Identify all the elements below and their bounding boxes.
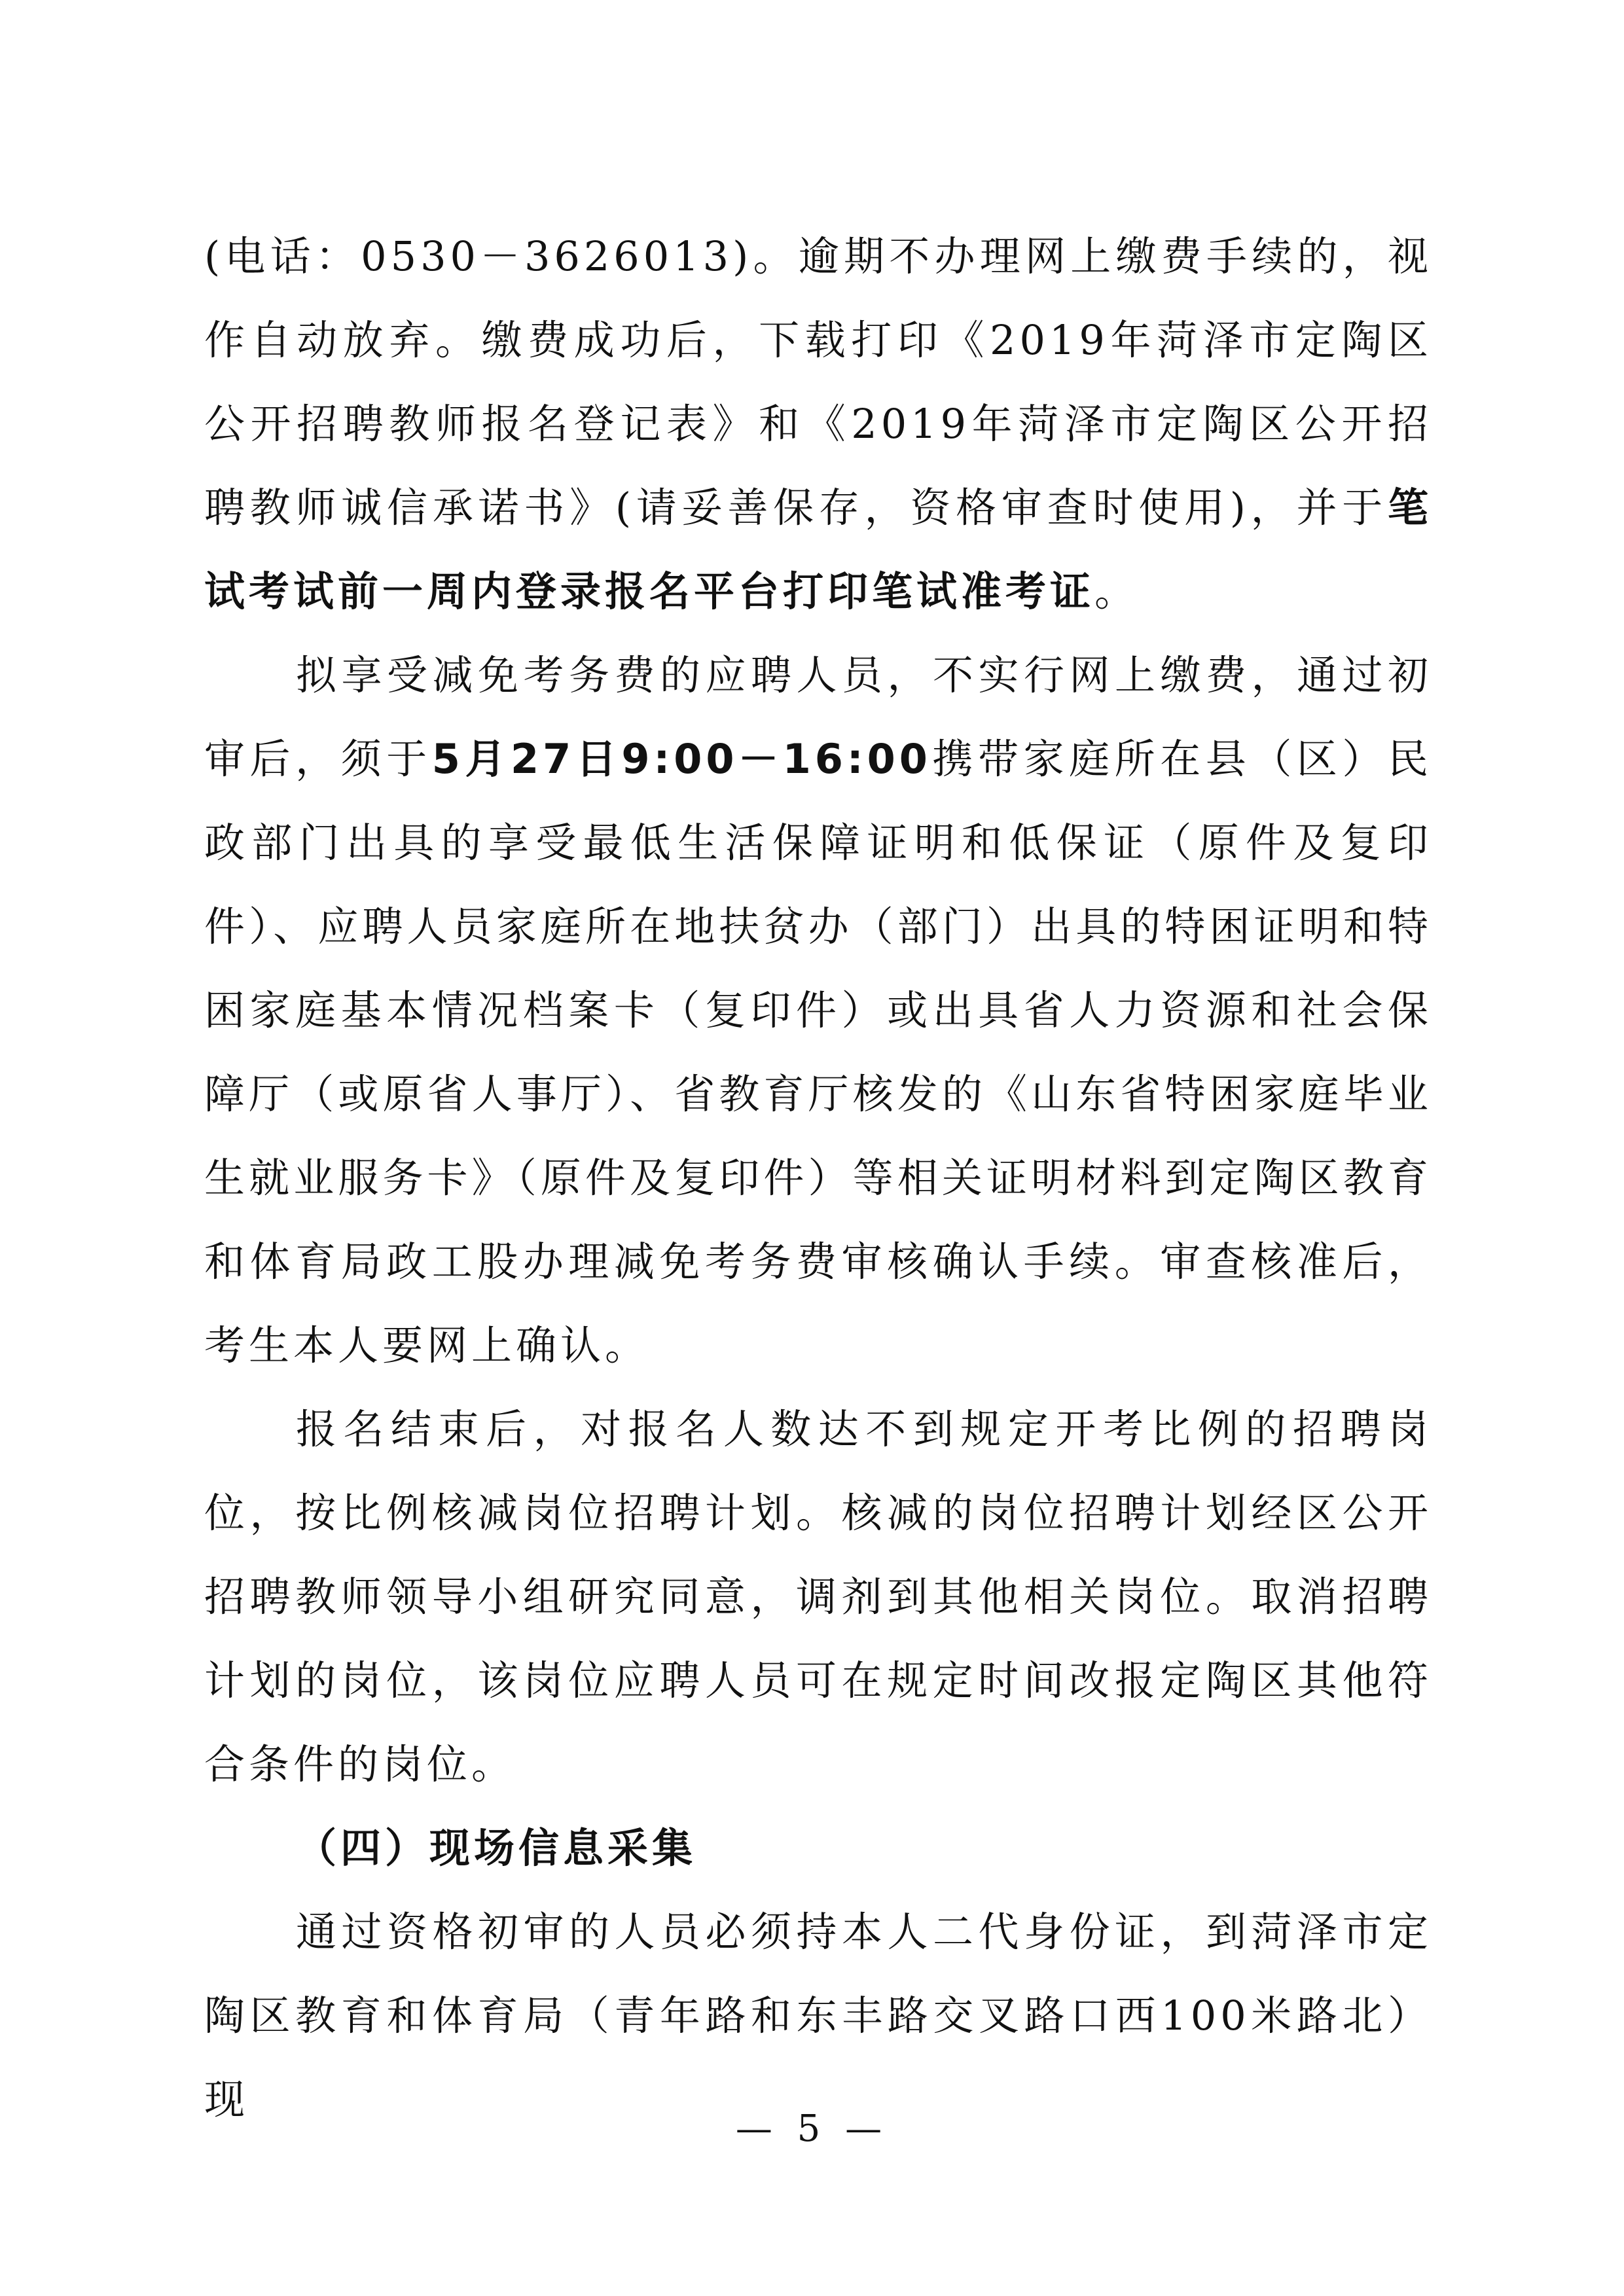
- admission-ticket-emphasis: 笔试考试前一周内登录报名平台打印笔试准考证: [204, 484, 1432, 615]
- paragraph-registration-end: 报名结束后，对报名人数达不到规定开考比例的招聘岗位，按比例核减岗位招聘计划。核减的岗位招聘计划经区公开招聘教师领导小组研究同意，调剂到其他相关岗位。取消招聘计划的岗位，该岗位应聘人员可在规定时间改报定陶区其他符合条件的岗位。: [204, 1405, 1432, 1788]
- date-time-emphasis: 5月27日9:00－16:00: [431, 735, 931, 783]
- body-text: [204, 215, 1432, 2142]
- section-heading: （四）现场信息采集: [296, 1824, 697, 1872]
- paragraph-info-collection: 通过资格初审的人员必须持本人二代身份证，到菏泽市定陶区教育和体育局（青年路和东丰路交叉路口西100米路北）现: [204, 1908, 1432, 2123]
- paragraph-fee-reduction-rest: 携带家庭所在县（区）民政部门出具的享受最低生活保障证明和低保证（原件及复印件）、应聘人员家庭所在地扶贫办（部门）出具的特困证明和特困家庭基本情况档案卡（复印件）或出具省人力资源和社会保障厅（或原省人事厅）、省教育厅核发的《山东省特困家庭毕业生就业服务卡》（原件及复印件）等相关证明材料到定陶区教育和体育局政工股办理减免考务费审核确认手续。审查核准后，考生本人要网上确认。: [204, 735, 1432, 1369]
- paragraph-payment-text: (电话：0530－3626013)。逾期不办理网上缴费手续的，视作自动放弃。缴费成功后，下载打印《2019年菏泽市定陶区公开招聘教师报名登记表》和《2019年菏泽市定陶区公开招聘教师诚信承诺书》(请妥善保存，资格审查时使用)，并于: [204, 232, 1432, 531]
- paragraph-payment-end: 。: [1094, 567, 1140, 615]
- paragraph-fee-reduction-start: 拟享受减免考务费的应聘人员，不实行网上缴费，通过初审后，须于: [204, 651, 1432, 783]
- paragraph-payment: [204, 215, 1432, 634]
- paragraph-fee-reduction: [204, 634, 1432, 1388]
- page-number: — 5 —: [735, 2108, 889, 2150]
